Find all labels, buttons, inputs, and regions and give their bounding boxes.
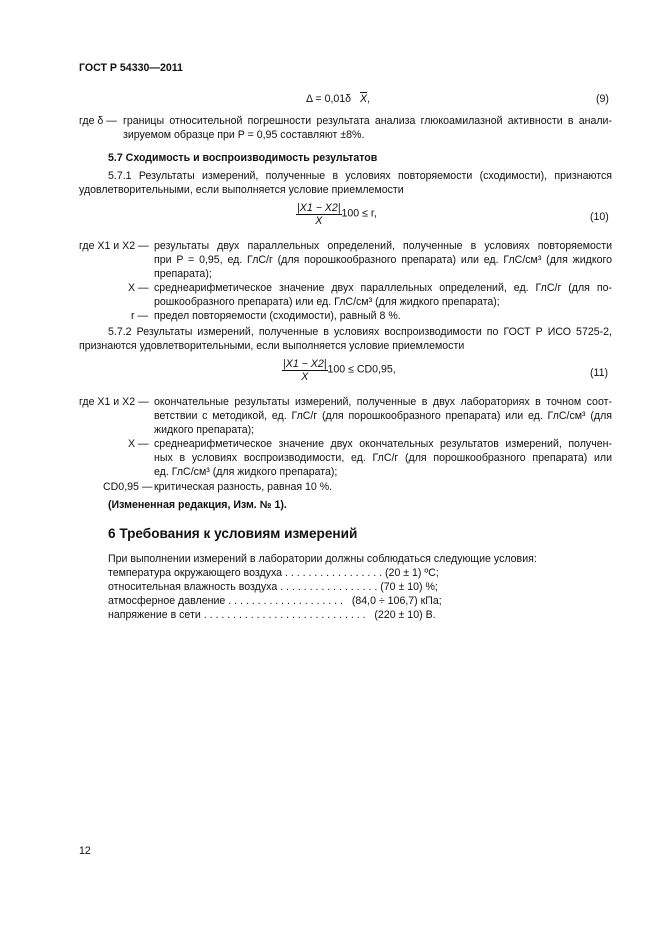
def10-r-line1: предел повторяемости (сходимости), равный 8 %. xyxy=(154,310,401,322)
equation-11-denominator: X xyxy=(301,371,309,383)
def10-x-line1: результаты двух параллельных определений, полученные в условиях повторяемости xyxy=(154,240,612,252)
equation-9-number: (9) xyxy=(596,93,609,105)
condition-row xyxy=(108,595,442,609)
def11-xbar-line1: среднеарифметическое значение двух окончательных результатов измерений, получен- xyxy=(154,438,612,450)
equation-10-numerator: |X1 − X2| xyxy=(297,202,341,214)
equation-11-numerator: |X1 − X2| xyxy=(283,358,327,370)
def10-r-key: r — xyxy=(131,310,149,322)
equation-9-xbar: $\overline{X}$ xyxy=(360,93,368,105)
p-5-7-2-line1: 5.7.2 Результаты измерений, полученные в условиях воспроизводимости по ГОСТ Р ИСО 5725-2, xyxy=(108,326,612,338)
condition-leader-dots: . . . . . . . . . . . . . . . . . . . . . . . . . . . . xyxy=(200,609,375,621)
p-5-7-2-line2: признаются удовлетворительными, если выполняется условие приемлемости xyxy=(79,340,465,352)
section-6-title: 6 Требования к условиям измерений xyxy=(108,526,358,541)
document-header: ГОСТ Р 54330—2011 xyxy=(79,62,183,74)
condition-value: (20 ± 1) ºC; xyxy=(385,567,439,579)
section-5-7-title: 5.7 Сходимость и воспроизводимость результатов xyxy=(108,152,378,164)
condition-label: атмосферное давление xyxy=(108,595,226,607)
equation-10-denominator: X xyxy=(315,215,323,227)
def11-x-line2: ветствии с методикой, ед. ГлС/г (для порошкообразного препарата) или ед. ГлС/см³ (для xyxy=(154,410,612,422)
condition-value: (220 ± 10) В. xyxy=(374,609,436,621)
equation-10-fraction xyxy=(296,202,342,227)
equation-10-tail: 100 ≤ r, xyxy=(341,207,377,220)
def11-xbar-line2: ных в условиях воспроизводимости, ед. ГлС/г (для порошкообразного препарата) или xyxy=(154,452,612,464)
condition-value: (70 ± 10) %; xyxy=(380,581,438,593)
amendment-note: (Измененная редакция, Изм. № 1). xyxy=(108,499,287,511)
equation-11-fraction xyxy=(282,358,328,383)
equation-11-number: (11) xyxy=(590,367,609,379)
equation-9-tail: , xyxy=(367,93,371,105)
condition-leader-dots: . . . . . . . . . . . . . . . . . xyxy=(282,567,386,579)
equation-11-tail: 100 ≤ CD0,95, xyxy=(327,363,396,376)
equation-11 xyxy=(282,358,396,383)
def11-x-key: где X1 и X2 — xyxy=(79,396,149,408)
condition-leader-dots: . . . . . . . . . . . . . . . . . . . . xyxy=(225,595,352,607)
def11-cd-key: CD0,95 — xyxy=(103,481,153,493)
condition-label: температура окружающего воздуха xyxy=(108,567,283,579)
def10-x-line2: при P = 0,95, ед. ГлС/г (для порошкообразного препарата) или ед. ГлС/см³ (для жидкого xyxy=(154,254,612,266)
equation-9-lhs: Δ = 0,01δ xyxy=(306,93,352,105)
def10-xbar-line2: рошкообразного препарата) или ед. ГлС/см³ (для жидкого препарата); xyxy=(154,296,500,308)
def-delta-key: где δ — xyxy=(79,115,117,127)
def10-x-line3: препарата); xyxy=(154,268,212,280)
def-delta-line2: зируемом образце при P = 0,95 составляют ±8%. xyxy=(123,129,365,141)
equation-10 xyxy=(296,202,377,227)
equation-10-number: (10) xyxy=(590,211,609,223)
def10-x-key: где X1 и X2 — xyxy=(79,240,149,252)
def10-xbar-line1: среднеарифметическое значение двух параллельных определений, ед. ГлС/г (для по- xyxy=(154,282,612,294)
def-delta-line1: границы относительной погрешности результата анализа глюкоамилазной активности в анали- xyxy=(123,115,612,127)
p-5-7-1-line1: 5.7.1 Результаты измерений, полученные в условиях повторяемости (сходимости), признаются xyxy=(108,170,612,182)
def10-xbar-key: X — xyxy=(128,282,149,294)
condition-row xyxy=(108,609,436,623)
def11-xbar-key: X — xyxy=(128,438,149,450)
condition-label: напряжение в сети xyxy=(108,609,201,621)
condition-leader-dots: . . . . . . . . . . . . . . . . . xyxy=(277,581,381,593)
condition-row xyxy=(108,567,439,581)
page-number: 12 xyxy=(79,845,91,857)
condition-row xyxy=(108,581,438,595)
def11-xbar-line3: ед. ГлС/см³ (для жидкого препарата); xyxy=(154,466,338,478)
equation-9 xyxy=(306,93,370,107)
def11-cd-line1: критическая разность, равная 10 %. xyxy=(154,481,333,493)
def11-x-line3: жидкого препарата); xyxy=(154,424,255,436)
section-6-intro: При выполнении измерений в лаборатории должны соблюдаться следующие условия: xyxy=(108,553,537,565)
condition-value: (84,0 ÷ 106,7) кПа; xyxy=(351,595,442,607)
def11-x-line1: окончательные результаты измерений, полученные в двух лабораториях в точном соот- xyxy=(154,396,612,408)
condition-label: относительная влажность воздуха xyxy=(108,581,278,593)
p-5-7-1-line2: удовлетворительными, если выполняется условие приемлемости xyxy=(79,184,404,196)
